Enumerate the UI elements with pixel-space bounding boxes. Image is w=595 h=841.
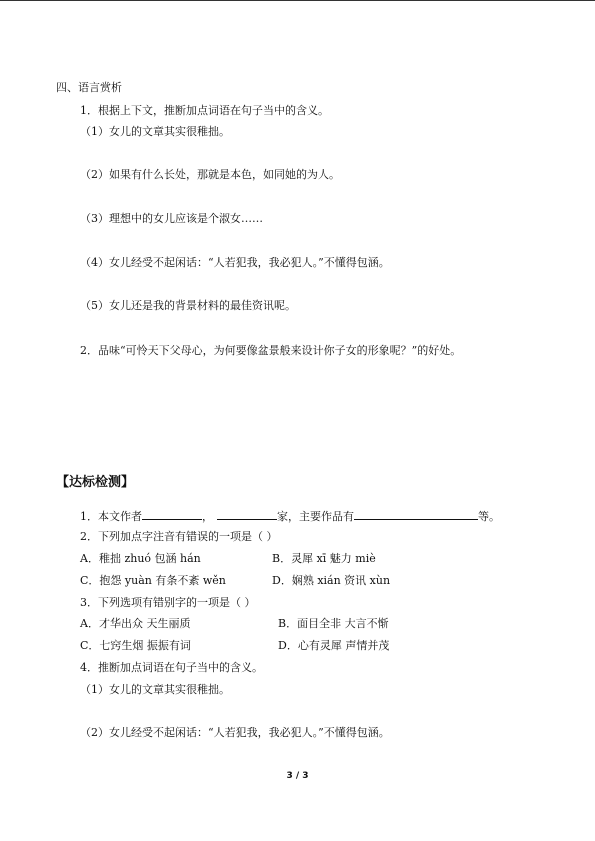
check-q4-stem: 4．推断加点词语在句子当中的含义。 <box>80 661 263 674</box>
question-1: 1．根据上下文，推断加点词语在句子当中的含义。 <box>80 104 329 117</box>
check-q1-text-a: 1．本文作者 <box>80 510 142 523</box>
check-q3-option-b: B．面目全非 大言不惭 <box>278 617 389 630</box>
item-5: （5）女儿还是我的背景材料的最佳资讯呢。 <box>80 299 296 312</box>
check-q2-option-d: D．娴熟 xián 资讯 xùn <box>272 574 391 587</box>
check-q2-option-b: B．灵犀 xī 魅力 miè <box>272 552 376 565</box>
item-2: （2）如果有什么长处，那就是本色，如同她的为人。 <box>80 168 340 181</box>
top-rule <box>0 0 595 1</box>
check-q1-text-d: 等。 <box>478 510 500 523</box>
check-q4-item-1: （1）女儿的文章其实很稚拙。 <box>80 683 230 696</box>
item-3: （3）理想中的女儿应该是个淑女…… <box>80 212 263 225</box>
check-q3-option-a: A．才华出众 天生丽质 <box>80 617 191 630</box>
works-blank[interactable] <box>354 508 478 520</box>
check-q2-stem: 2．下列加点字注音有错误的一项是（ ） <box>80 530 278 543</box>
item-1: （1）女儿的文章其实很稚拙。 <box>80 125 230 138</box>
profession-blank[interactable] <box>217 508 277 520</box>
check-q3-option-d: D．心有灵犀 声情并茂 <box>278 639 390 652</box>
check-q1 <box>80 508 500 524</box>
check-title: 【达标检测】 <box>56 475 135 490</box>
author-blank[interactable] <box>142 508 202 520</box>
check-q4-item-2: （2）女儿经受不起闲话：“人若犯我，我必犯人。”不懂得包涵。 <box>80 726 390 739</box>
question-2: 2．品味“可怜天下父母心，为何要像盆景般来设计你子女的形象呢？”的好处。 <box>80 344 462 357</box>
check-q3-option-c: C．七窍生烟 振振有词 <box>80 639 191 652</box>
check-q3-stem: 3．下列选项有错别字的一项是（ ） <box>80 596 256 609</box>
check-q1-text-b: ， <box>202 510 213 523</box>
check-q1-text-c: 家，主要作品有 <box>277 510 354 523</box>
check-q2-option-c: C．抱怨 yuàn 有条不紊 wěn <box>80 574 226 587</box>
section-title: 四、语言赏析 <box>56 81 122 94</box>
page-number: 3 / 3 <box>286 771 309 781</box>
check-q2-option-a: A．稚拙 zhuó 包涵 hán <box>80 552 201 565</box>
item-4: （4）女儿经受不起闲话：“人若犯我，我必犯人。”不懂得包涵。 <box>80 256 390 269</box>
